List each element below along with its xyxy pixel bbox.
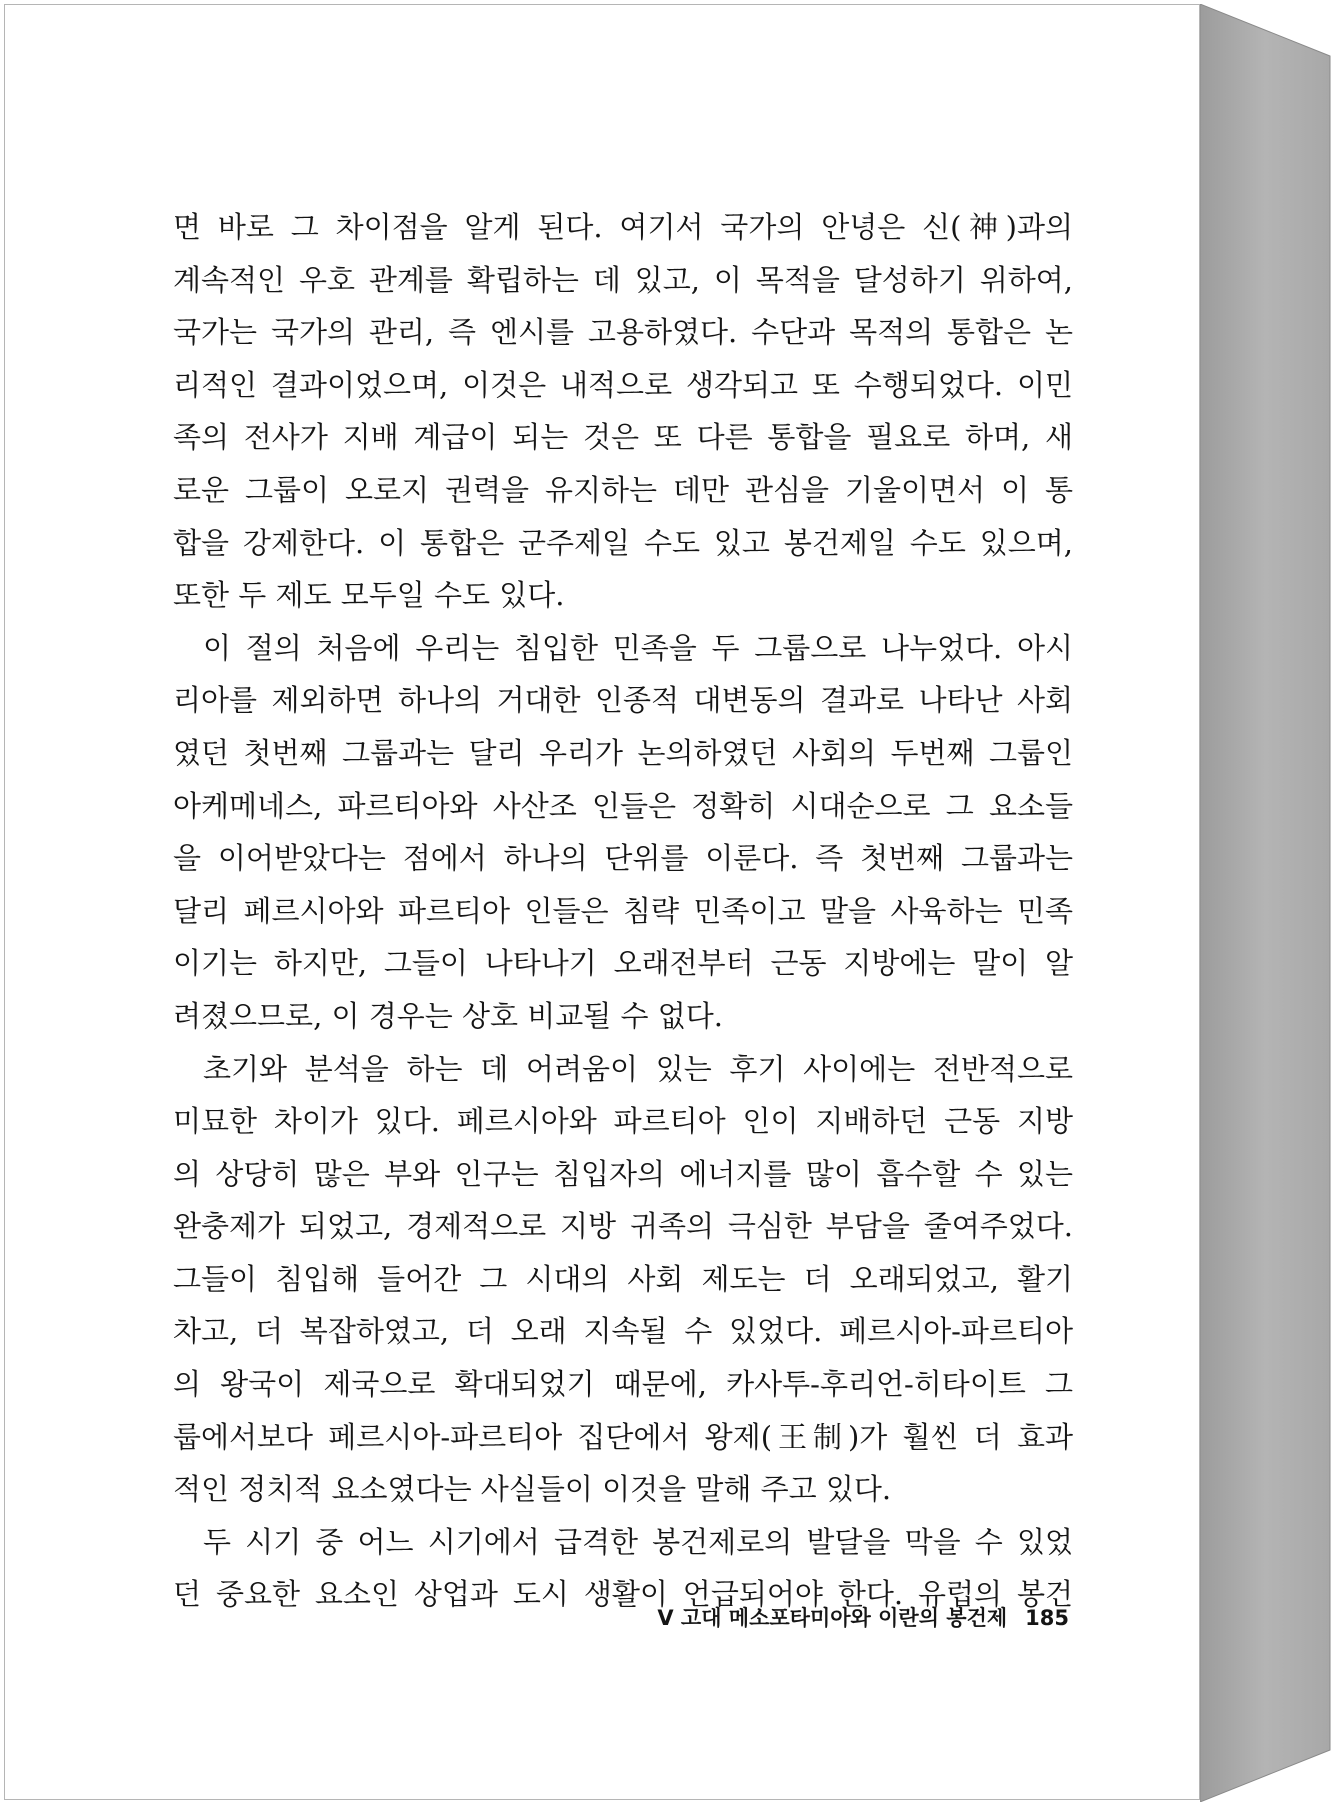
text-line: 의 상당히 많은 부와 인구는 침입자의 에너지를 많이 흡수할 수 있는 xyxy=(173,1156,1073,1191)
text-line: 리아를 제외하면 하나의 거대한 인종적 대변동의 결과로 나타난 사회 xyxy=(173,683,1073,718)
book-edge-shadow xyxy=(1200,4,1334,1802)
text-line: 면 바로 그 차이점을 알게 된다. 여기서 국가의 안녕은 신(神)과의 xyxy=(173,210,1073,244)
text-line: 계속적인 우호 관계를 확립하는 데 있고, 이 목적을 달성하기 위하여, xyxy=(173,262,1073,297)
text-line: 적인 정치적 요소였다는 사실들이 이것을 말해 주고 있다. xyxy=(173,1472,892,1507)
text-line: 을 이어받았다는 점에서 하나의 단위를 이룬다. 즉 첫번째 그룹과는 xyxy=(173,841,1073,876)
text-line: 미묘한 차이가 있다. 페르시아와 파르티아 인이 지배하던 근동 지방 xyxy=(173,1104,1073,1139)
text-line: 리적인 결과이었으며, 이것은 내적으로 생각되고 또 수행되었다. 이민 xyxy=(173,367,1073,402)
paragraph-start-line: 두 시기 중 어느 시기에서 급격한 봉건제로의 발달을 막을 수 있었 xyxy=(203,1524,1073,1559)
text-line: 합을 강제한다. 이 통합은 군주제일 수도 있고 봉건제일 수도 있으며, xyxy=(173,525,1073,560)
text-line: 였던 첫번째 그룹과는 달리 우리가 논의하였던 사회의 두번째 그룹인 xyxy=(173,735,1073,770)
text-line: 던 중요한 요소인 상업과 도시 생활이 언급되어야 한다. 유럽의 봉건 xyxy=(173,1577,1073,1612)
text-line: 의 왕국이 제국으로 확대되었기 때문에, 카사투-후리언-히타이트 그 xyxy=(173,1367,1073,1402)
book-page xyxy=(4,4,1200,1800)
text-line: 그들이 침입해 들어간 그 시대의 사회 제도는 더 오래되었고, 활기 xyxy=(173,1261,1073,1296)
text-line: 차고, 더 복잡하였고, 더 오래 지속될 수 있었다. 페르시아-파르티아 xyxy=(173,1314,1073,1349)
paragraph-start-line: 이 절의 처음에 우리는 침입한 민족을 두 그룹으로 나누었다. 아시 xyxy=(203,630,1073,665)
text-line: 족의 전사가 지배 계급이 되는 것은 또 다른 통합을 필요로 하며, 새 xyxy=(173,420,1073,455)
running-head: V 고대 메소포타미아와 이란의 봉건제 xyxy=(657,1606,1008,1630)
page-number: 185 xyxy=(1025,1606,1069,1630)
text-line: 룹에서보다 페르시아-파르티아 집단에서 왕제(王制)가 훨씬 더 효과 xyxy=(173,1419,1073,1454)
text-line: 아케메네스, 파르티아와 사산조 인들은 정확히 시대순으로 그 요소들 xyxy=(173,788,1073,823)
body-text xyxy=(173,201,1073,1621)
text-line: 국가는 국가의 관리, 즉 엔시를 고용하였다. 수단과 목적의 통합은 논 xyxy=(173,315,1073,350)
text-line: 달리 페르시아와 파르티아 인들은 침략 민족이고 말을 사육하는 민족 xyxy=(173,893,1073,928)
text-line: 이기는 하지만, 그들이 나타나기 오래전부터 근동 지방에는 말이 알 xyxy=(173,946,1073,981)
text-line: 완충제가 되었고, 경제적으로 지방 귀족의 극심한 부담을 줄여주었다. xyxy=(173,1209,1073,1244)
text-line: 또한 두 제도 모두일 수도 있다. xyxy=(173,578,565,613)
page-footer xyxy=(173,1602,1069,1632)
text-line: 로운 그룹이 오로지 권력을 유지하는 데만 관심을 기울이면서 이 통 xyxy=(173,472,1073,507)
paragraph-start-line: 초기와 분석을 하는 데 어려움이 있는 후기 사이에는 전반적으로 xyxy=(203,1051,1073,1086)
text-line: 려졌으므로, 이 경우는 상호 비교될 수 없다. xyxy=(173,998,723,1033)
